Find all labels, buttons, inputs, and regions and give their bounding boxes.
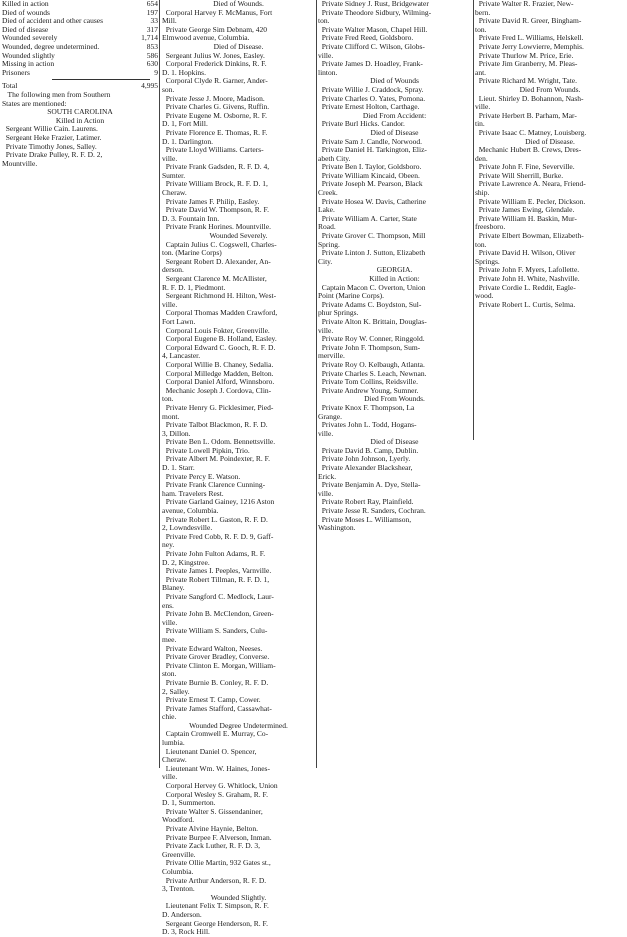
text-line: Private Thurlow M. Price, Erie. (475, 50, 574, 60)
text-line: Private Ollie Martin, 932 Gates st., (162, 858, 271, 868)
text-line: Corporal Daniel Alford, Winnsboro. (162, 377, 275, 387)
text-line: Corporal Wesley S. Graham, R. F. (162, 789, 268, 799)
text-line: Blaney. (162, 583, 185, 593)
text-line: ville. (162, 299, 178, 309)
text-line: Sergeant Richmond H. Hilton, West- (162, 291, 277, 301)
text-line: Private Isaac C. Matney, Louisberg. (475, 127, 587, 137)
text-line: Lieutenant Daniel O. Spencer, (162, 746, 257, 756)
text-line: Private Alexander Blackshear, (318, 463, 413, 473)
total-label: Total (2, 81, 18, 91)
column-1-body (2, 108, 158, 168)
text-line: D. 1, Fort Mill. (162, 119, 208, 129)
text-line: Private Lawrence A. Neara, Friend- (475, 179, 586, 189)
text-line: 2, Salley. (162, 686, 190, 696)
text-line: Private Arthur Anderson, R. F. D. (162, 875, 267, 885)
text-line: Captain Cromwell E. Murray, Co- (162, 729, 269, 739)
text-line: D. 1. Darlington. (162, 136, 214, 146)
section-heading: Killed in Action (55, 115, 105, 125)
text-line: ship. (475, 188, 490, 198)
text-line: Sergeant Clarence M. McAllister, (162, 274, 267, 283)
section-heading: Died From Accident: (362, 110, 427, 120)
text-line: ton. (475, 239, 487, 249)
text-line: Private John Fulton Adams, R. F. (162, 549, 266, 558)
text-line: Private Walter R. Frazier, New- (475, 0, 574, 8)
text-line: 3, Trenton. (162, 884, 195, 894)
text-line: freesboro. (475, 222, 506, 232)
text-line: Private Garland Gainey, 1216 Aston (162, 497, 275, 507)
text-line: Private Henry G. Picklesimer, Pied- (162, 402, 274, 412)
text-line: Private Clifford C. Wilson, Globs- (318, 41, 425, 51)
casualty-value: 197 (146, 7, 158, 17)
column-3 (318, 0, 471, 533)
text-line: 4, Lancaster. (162, 351, 201, 361)
text-line: Private George Sim Debnam, 420 (162, 24, 268, 34)
text-line: Private Linton J. Sutton, Elizabeth (318, 248, 426, 258)
text-line: Private Zack Luther, R. F. D. 3, (162, 841, 261, 851)
text-line: Corporal Louis Fokter, Greenville. (162, 325, 270, 335)
text-line: Cheraw. (162, 755, 187, 765)
text-line: Private Fred Reed, Goldsboro. (318, 33, 414, 43)
section-heading: Wounded Slightly. (210, 892, 267, 902)
text-line: Private Adams C. Boydston, Sul- (318, 299, 422, 309)
text-line: Private Walter Mason, Chapel Hill. (318, 24, 428, 34)
text-line: ville. (162, 617, 178, 627)
section-heading: Died of Wounds. (213, 0, 264, 8)
text-line: D. 2, Kingstree. (162, 557, 210, 567)
text-line: Corporal Frederick Dinkins, R. F. (162, 59, 267, 69)
text-line: Private Joseph M. Pearson, Black (318, 179, 423, 189)
text-line: D. 3. Fountain Inn. (162, 213, 220, 223)
text-line: ton. (Marine Corps) (162, 248, 222, 258)
text-line: R. F. D. 1, Piedmont. (162, 282, 226, 292)
casualty-label: Wounded slightly (2, 50, 55, 60)
text-line: D. 1. Hopkins. (162, 67, 206, 77)
text-line: 2, Lowndesville. (162, 523, 213, 533)
text-line: Private Clinton E. Morgan, William- (162, 660, 276, 670)
text-line: Private James F. Philip, Easley. (162, 196, 260, 206)
text-line: Point (Marine Corps). (318, 291, 385, 301)
text-line: derson. (162, 265, 184, 275)
casualty-totals-list (2, 0, 158, 77)
text-line: Cheraw. (162, 188, 187, 198)
text-line: Private Charles S. Leach, Newnan. (318, 368, 427, 378)
text-line: chie. (162, 712, 177, 722)
text-line: Greenville. (162, 849, 196, 859)
text-line: Private Ernest T. Camp, Cower. (162, 695, 261, 705)
text-line: Corporal Harvey F. McManus, Fort (162, 7, 273, 17)
text-line: Private Benjamin A. Dye, Stella- (318, 480, 421, 490)
text-line: Corporal Willie B. Chaney, Sedalia. (162, 359, 274, 369)
text-line: Private Frank Horines. Mountville. (162, 222, 271, 232)
text-line: Private Fred Cobb, R. F. D. 9, Gaff- (162, 531, 274, 541)
text-line: Privates John L. Todd, Hogans- (318, 420, 417, 430)
text-line: ville. (162, 772, 178, 782)
text-line: Private Charles G. Givens, Ruffin. (162, 102, 270, 112)
text-line: Private John F. Myers, Lafollette. (475, 265, 580, 275)
text-line: Private Sangford C. Medlock, Laur- (162, 591, 274, 601)
text-line: lumbia. (162, 738, 185, 748)
text-line: ham. Travelers Rest. (162, 488, 224, 498)
text-line: bern. (475, 7, 491, 17)
text-line: Private Will Sherrill, Burke. (475, 170, 564, 180)
text-line: ville. (318, 325, 334, 335)
casualty-value: 9 (154, 67, 158, 77)
text-line: wood. (475, 291, 494, 301)
text-line: Private Hosea W. Davis, Catherine (318, 196, 426, 206)
text-line: Private Albert M. Poindexter, R. F. (162, 454, 271, 464)
text-line: Private Theodore Sidbury, Wilming- (318, 7, 432, 17)
text-line: Sumter. (162, 170, 186, 180)
text-line: Private Jerry Lowvierre, Memphis. (475, 41, 584, 51)
text-line: Corporal Eugene B. Holland, Easley. (162, 334, 277, 344)
text-line: ville. (318, 50, 334, 60)
text-line: Private William A. Carter, State (318, 213, 417, 223)
text-line: Private William H. Baskin, Mur- (475, 213, 577, 223)
casualty-value: 853 (146, 41, 158, 51)
text-line: Private Charles O. Yates, Pomona. (318, 93, 426, 103)
section-heading: Died of Disease. (525, 136, 575, 146)
text-line: Road. (318, 222, 336, 232)
section-heading: GEORGIA. (376, 265, 413, 275)
column-4 (475, 0, 625, 309)
text-line: ney. (162, 540, 175, 550)
text-line: Private David H. Wilson, Oliver (475, 248, 576, 258)
text-line: City. (318, 256, 333, 266)
text-line: son. (162, 84, 175, 94)
text-line: Private Richard M. Wright, Tate. (475, 76, 578, 86)
text-line: Private Lowell Pipkin, Trio. (162, 445, 250, 455)
text-line: Springs. (475, 256, 500, 266)
text-line: Private James Ewing, Glendale. (475, 205, 575, 215)
text-line: ant. (475, 67, 487, 77)
text-line: Sergeant Robert D. Alexander, An- (162, 256, 271, 266)
text-line: Private James I. Peeples, Varnville. (162, 566, 272, 576)
text-line: Private Robert L. Curtis, Selma. (475, 299, 576, 309)
casualty-value: 317 (146, 24, 158, 34)
text-line: Private Burl Hicks. Candor. (318, 119, 405, 129)
text-line: ville. (318, 428, 334, 438)
text-line: Private Grover C. Thompson, Mill (318, 231, 426, 241)
casualty-label: Missing in action (2, 59, 55, 69)
total-value: 4,995 (141, 81, 158, 91)
text-line: Private Ben L. Odom. Bennettsville. (162, 437, 276, 447)
text-line: Private David R. Greer, Bingham- (475, 16, 582, 26)
text-line: Private John H. White, Nashville. (475, 274, 580, 283)
casualty-label: Prisoners (2, 67, 30, 77)
text-line: Private William S. Sanders, Culu- (162, 626, 268, 636)
text-line: Private John F. Fine, Severville. (475, 162, 575, 172)
text-line: Private Sam J. Candle, Norwood. (318, 136, 422, 146)
text-line: Grange. (318, 411, 342, 421)
text-line: Sergeant Willie Cain. Laurens. (2, 124, 98, 134)
section-heading: Died of Disease (370, 127, 419, 137)
text-line: ston. (162, 669, 177, 679)
text-line: Private Roy W. Conner, Ringgold. (318, 334, 425, 344)
text-line: Fort Lawn. (162, 316, 196, 326)
casualty-value: 630 (146, 59, 158, 69)
text-line: Private Elbert Bowman, Elizabeth- (475, 231, 584, 241)
text-line: Private Walter S. Gissendaniner, (162, 806, 263, 816)
text-line: Sergeant Julius W. Jones, Easley. (162, 50, 265, 60)
text-line: Private Lloyd Williams. Carters- (162, 145, 264, 155)
text-line: Private Edward Walton, Neeses. (162, 643, 263, 653)
text-line: Lieutenant Felix T. Simpson, R. F. (162, 901, 269, 911)
text-line: Private James Stafford, Cassawhat- (162, 703, 272, 713)
casualty-label: Died of disease (2, 24, 49, 34)
total-rule (52, 79, 150, 80)
text-line: Private Timothy Jones, Salley. (2, 141, 97, 151)
casualty-value: 33 (150, 16, 158, 26)
text-line: Private Percy E. Watson. (162, 471, 241, 481)
text-line: Private John F. Thompson, Sum- (318, 342, 421, 352)
text-line: Lieutenant Wm. W. Haines, Jones- (162, 763, 270, 773)
section-heading: Died From Wounds. (519, 84, 581, 94)
text-line: Private Burnie B. Conley, R. F. D. (162, 677, 269, 687)
column-2 (162, 0, 315, 937)
text-line: D. 1, Summerton. (162, 798, 216, 808)
text-line: Elmwood avenue, Columbia. (162, 33, 250, 43)
text-line: ton. (475, 24, 487, 34)
casualty-label: Killed in action (2, 0, 49, 8)
casualty-value: 1,714 (141, 33, 158, 43)
text-line: Private William Brock, R. F. D. 1, (162, 179, 268, 189)
text-line: Private Grover Bradley, Converse. (162, 652, 270, 662)
text-line: Spring. (318, 239, 340, 249)
text-line: Private Jesse J. Moore, Madison. (162, 93, 265, 103)
section-heading: Died of Disease. (213, 41, 264, 51)
text-line: D. Anderson. (162, 909, 202, 919)
text-line: Private James D. Hoadley, Frank- (318, 59, 423, 69)
section-heading: SOUTH CAROLINA (47, 107, 113, 117)
text-line: Creek. (318, 188, 338, 198)
text-line: Private Talbot Blackmon, R. F. D. (162, 420, 268, 430)
text-line: tin. (475, 119, 485, 129)
text-line: ton. (162, 394, 174, 404)
section-heading: Died of Disease (370, 437, 419, 447)
column-divider (316, 0, 317, 768)
text-line: D. 3, Rock Hill. (162, 927, 210, 937)
text-line: linton. (318, 67, 338, 77)
text-line: Private William E. Pecler, Dickson. (475, 196, 586, 206)
text-line: Private Ben I. Taylor, Goldsboro. (318, 162, 422, 172)
text-line: Private Knox F. Thompson, La (318, 402, 415, 412)
text-line: Private Frank Clarence Cunning- (162, 480, 266, 490)
text-line: Private Robert L. Gaston, R. F. D. (162, 514, 268, 524)
intro-text (2, 91, 158, 108)
text-line: Private Willie J. Craddock, Spray. (318, 84, 424, 94)
casualty-label: Died of wounds (2, 7, 50, 17)
text-line: Mechanic Hubert B. Crews, Dres- (475, 145, 582, 155)
text-line: mont. (162, 411, 180, 421)
casualty-total-row (2, 69, 158, 78)
text-line: Private William Kincaid, Obeen. (318, 170, 420, 180)
text-line: Private Alton K. Brittain, Douglas- (318, 316, 427, 326)
text-line: D. 1. Starr. (162, 463, 195, 473)
intro-line: States are mentioned: (2, 98, 67, 108)
text-line: Private Jim Granberry, M. Pleas- (475, 59, 578, 69)
text-line: Captain Macon C. Overton, Union (318, 282, 426, 292)
column-divider (159, 0, 160, 768)
text-line: phur Springs. (318, 308, 359, 318)
text-line: Private Roy O. Kelbaugh, Atlanta. (318, 359, 425, 369)
text-line: Private David W. Thompson, R. F. (162, 205, 269, 215)
text-line: mee. (162, 634, 177, 644)
text-line: ville. (162, 153, 178, 163)
text-line: Washington. (318, 523, 356, 533)
section-heading: Wounded Degree Undetermined. (189, 720, 288, 730)
text-line: Private Burpee F. Alverson, Inman. (162, 832, 272, 842)
text-line: Private Daniel H. Tarkington, Eliz- (318, 145, 427, 155)
text-line: Lake. (318, 205, 335, 215)
text-line: Private Herbert B. Parham, Mar- (475, 110, 577, 120)
text-line: ville. (318, 488, 334, 498)
text-line: Private Drake Pulley, R. F. D. 2, (2, 150, 103, 160)
text-line: Captain Julius C. Cogswell, Charles- (162, 239, 277, 249)
text-line: Private John Johnson, Lyerly. (318, 454, 411, 464)
text-line: Mill. (162, 16, 177, 26)
text-line: Mountville. (2, 158, 38, 168)
casualty-label: Died of accident and other causes (2, 16, 103, 26)
text-line: Private Fred L. Williams, Helskell. (475, 33, 584, 43)
text-line: Lieut. Shirley D. Bohannon, Nash- (475, 93, 584, 103)
text-line: Sergeant George Henderson, R. F. (162, 918, 268, 928)
text-line: Corporal Edward C. Gooch, R. F. D. (162, 342, 276, 352)
text-line: Corporal Clyde R. Garner, Ander- (162, 76, 268, 86)
text-line: Private Robert Tillman, R. F. D. 1, (162, 574, 270, 584)
text-line: merville. (318, 351, 345, 361)
text-line: Private Frank Gadsden, R. F. D. 4, (162, 162, 270, 172)
text-line: Private Cordie L. Reddit, Eagle- (475, 282, 576, 292)
text-line: Private Tom Collins, Reidsville. (318, 377, 418, 387)
text-line: Private Eugene M. Osborne, R. F. (162, 110, 268, 120)
text-line: ville. (475, 102, 491, 112)
intro-line: The following men from Southern (2, 89, 111, 99)
column-1 (2, 0, 158, 168)
text-line: Corporal Milledge Madden, Belton. (162, 368, 274, 378)
text-line: den. (475, 153, 488, 163)
casualty-value: 654 (146, 0, 158, 8)
text-line: Corporal Thomas Madden Crawford, (162, 308, 278, 318)
text-line: 3, Dillon. (162, 428, 191, 438)
text-line: Corporal Hervey G. Whitlock, Union (162, 781, 278, 791)
column-divider (473, 0, 474, 440)
section-heading: Died From Wounds. (364, 394, 425, 404)
text-line: ens. (162, 600, 174, 610)
text-line: Private Moses L. Williamson, (318, 514, 412, 524)
casualty-label: Wounded severely (2, 33, 58, 43)
text-line: Columbia. (162, 866, 194, 876)
text-line: Erick. (318, 471, 337, 481)
casualty-value: 586 (146, 50, 158, 60)
text-line: Private Andrew Young, Sumner. (318, 385, 419, 395)
text-line: Private Ernest Holton, Carthage. (318, 102, 420, 112)
text-line: Private David B. Camp, Dublin. (318, 445, 419, 455)
text-line: Private Robert Ray, Plainfield. (318, 497, 414, 507)
text-line: ton. (318, 16, 330, 26)
text-line: Woodford. (162, 815, 195, 825)
text-line: Private John B. McClendon, Green- (162, 609, 274, 619)
text-line: Mechanic Joseph J. Cordova, Clin- (162, 385, 272, 395)
text-line: Private Jesse R. Sanders, Cochran. (318, 506, 426, 516)
text-line: Sergeant Heke Frazier, Latimer. (2, 132, 102, 142)
text-line: Private Sidney J. Rust, Bridgewater (318, 0, 429, 8)
text-line: Private Florence E. Thomas, R. F. (162, 127, 268, 137)
section-heading: Killed in Action: (369, 274, 420, 283)
text-line: avenue, Columbia. (162, 506, 219, 516)
section-heading: Wounded Severely. (209, 231, 268, 241)
section-heading: Died of Wounds (370, 76, 419, 86)
casualty-label: Wounded, degree undetermined. (2, 41, 100, 51)
text-line: abeth City. (318, 153, 351, 163)
text-line: Private Alvine Haynie, Belton. (162, 824, 259, 833)
